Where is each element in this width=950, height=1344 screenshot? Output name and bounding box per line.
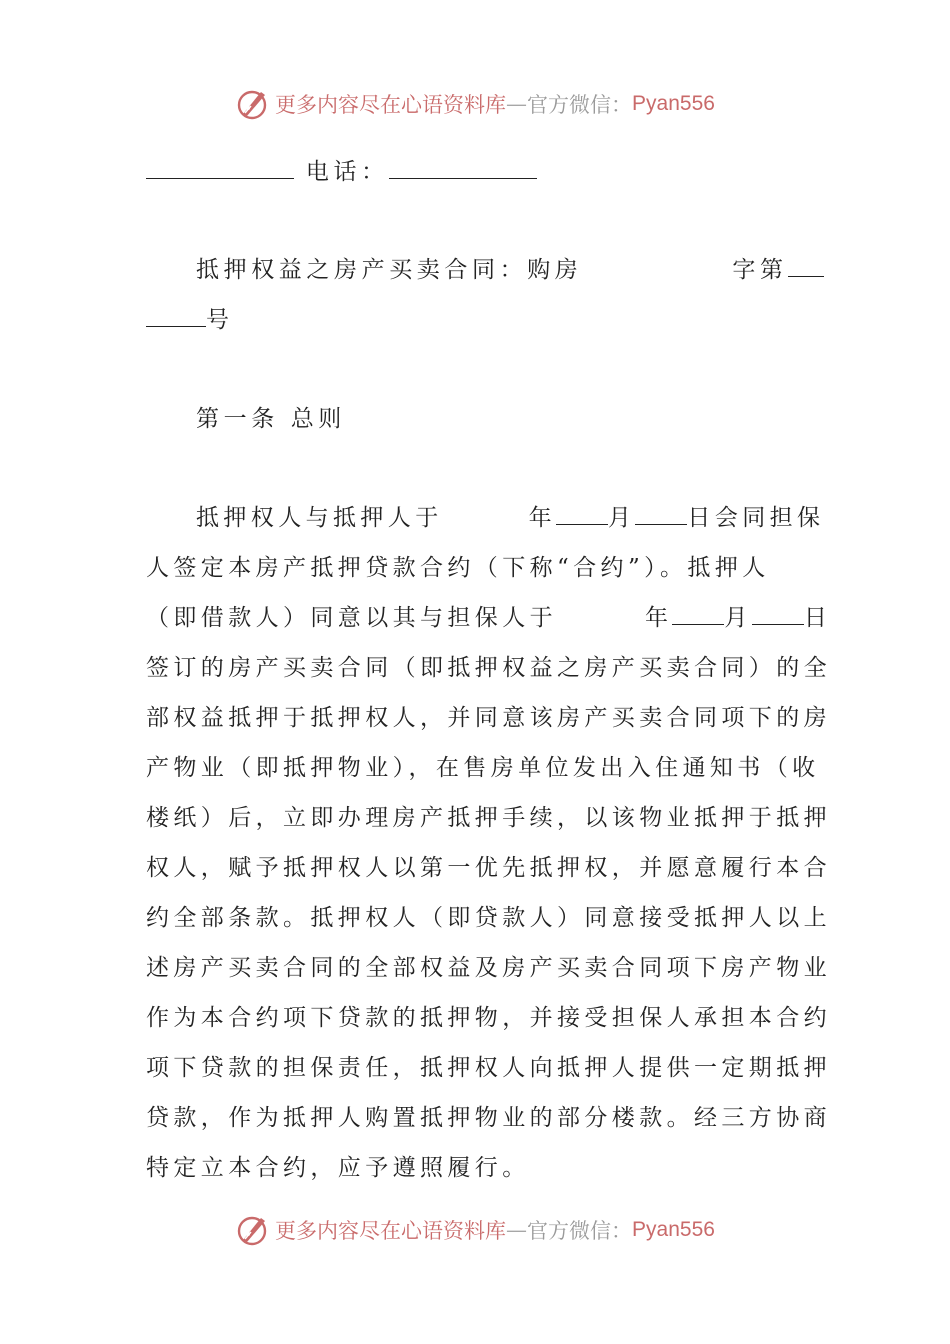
- quill-pen-circle-logo-icon: [235, 86, 271, 122]
- banner-label: 官方微信：: [527, 1219, 633, 1243]
- blank-field: [788, 254, 824, 277]
- body-text: 日会同担保: [687, 505, 825, 531]
- body-line: 部权益抵押于抵押权人，并同意该房产买卖合同项下的房: [146, 705, 831, 731]
- blank-field: [146, 156, 294, 179]
- footer-banner: [0, 1210, 950, 1250]
- blank-field: [672, 602, 724, 625]
- body-text: 抵押权人与抵押人于: [196, 505, 443, 531]
- banner-separator: —: [506, 92, 528, 116]
- banner-text: 更多内容尽在心语资料库: [275, 1219, 507, 1243]
- body-line: 权人，赋予抵押权人以第一优先抵押权，并愿意履行本合: [146, 855, 831, 881]
- month-label: 月: [724, 605, 752, 631]
- blank-field: [146, 304, 206, 327]
- quill-pen-circle-logo-icon: [235, 1212, 271, 1248]
- body-line: 人签定本房产抵押贷款合约（下称“合约”）。抵押人: [146, 555, 770, 581]
- blank-field: [752, 602, 804, 625]
- body-line: 签订的房产买卖合同（即抵押权益之房产买卖合同）的全: [146, 655, 831, 681]
- article-heading: [146, 404, 806, 434]
- contract-number-line-2: [146, 304, 806, 334]
- body-line: 述房产买卖合同的全部权益及房产买卖合同项下房产物业: [146, 955, 831, 981]
- body-text: 日: [803, 605, 832, 631]
- year-label: 年: [645, 605, 673, 631]
- banner-wechat-id: Pyan556: [632, 1218, 715, 1241]
- body-line: 约全部条款。抵押权人（即贷款人）同意接受抵押人以上: [146, 905, 831, 931]
- body-line: 特定立本合约，应予遵照履行。: [146, 1155, 530, 1181]
- body-line: 楼纸）后，立即办理房产抵押手续，以该物业抵押于抵押: [146, 805, 831, 831]
- blank-field: [635, 502, 687, 525]
- body-line: 作为本合约项下贷款的抵押物，并接受担保人承担本合约: [146, 1005, 831, 1031]
- phone-line: [146, 156, 806, 186]
- body-line: 贷款，作为抵押人购置抵押物业的部分楼款。经三方协商: [146, 1105, 831, 1131]
- header-banner: [0, 84, 950, 124]
- article-heading-text: 第一条 总则: [196, 406, 346, 432]
- phone-blank-field: [389, 156, 537, 179]
- contract-number-line: [146, 254, 806, 284]
- contract-number-prefix: 抵押权益之房产买卖合同：购房: [196, 257, 583, 283]
- banner-separator: —: [506, 1218, 528, 1242]
- year-label: 年: [528, 505, 557, 531]
- banner-wechat-id: Pyan556: [632, 92, 715, 115]
- body-line: 项下贷款的担保责任，抵押权人向抵押人提供一定期抵押: [146, 1055, 831, 1081]
- contract-number-hao: 号: [206, 307, 234, 333]
- article-body: [146, 493, 832, 1193]
- month-label: 月: [608, 505, 636, 531]
- body-line: [146, 493, 825, 543]
- body-line: [146, 593, 832, 643]
- blank-field: [556, 502, 608, 525]
- banner-label: 官方微信：: [527, 93, 633, 117]
- body-line: 产物业（即抵押物业），在售房单位发出入住通知书（收: [146, 755, 820, 781]
- phone-label: 电话：: [305, 159, 389, 185]
- contract-number-zidi: 字第: [732, 257, 788, 283]
- body-text: （即借款人）同意以其与担保人于: [146, 605, 557, 631]
- banner-text: 更多内容尽在心语资料库: [275, 93, 507, 117]
